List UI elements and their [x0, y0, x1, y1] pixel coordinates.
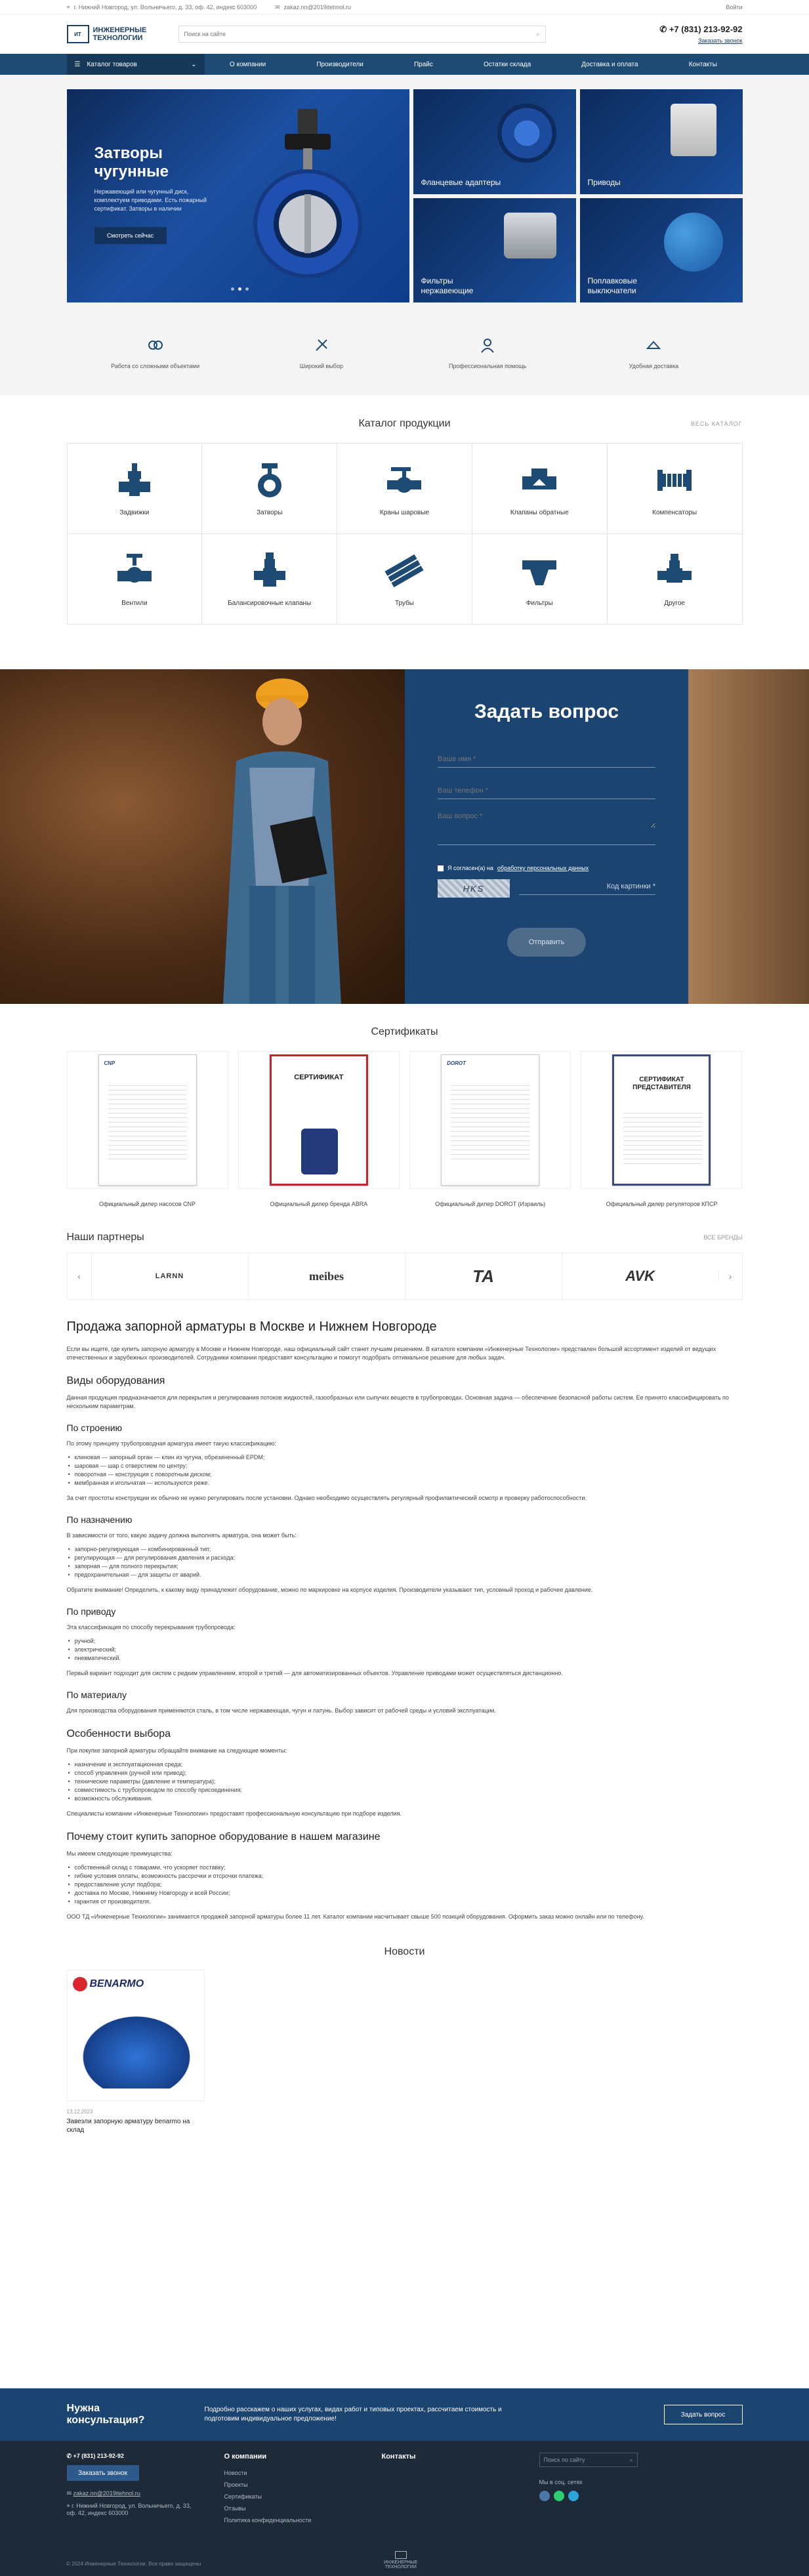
catalog-menu-button[interactable] [67, 54, 205, 75]
hero-slide[interactable] [67, 89, 409, 302]
news-date: 13.12.2023 [66, 2109, 93, 2115]
seo-paragraph: Первый вариант подходит для систем с редким управлением, второй и третий — для автоматизированных объектов. Управление приводами может осуществляться дистанционно. [66, 1670, 563, 1676]
certificate-card[interactable] [581, 1051, 742, 1208]
seo-paragraph: Специалисты компании «Инженерные Технологии» предоставят профессиональную консультацию при подборе изделия. [66, 1810, 402, 1817]
footer-link[interactable]: Политика конфиденциальности [224, 2517, 312, 2524]
catalog-menu-label: Каталог товаров [87, 60, 137, 68]
hero-area [0, 75, 809, 396]
partner-logo[interactable]: LARNN [91, 1253, 248, 1300]
list-item: • пневматический. [67, 1654, 743, 1663]
seo-paragraph: В зависимости от того, какую задачу должна выполнять арматура, она может быть: [66, 1532, 297, 1539]
tile-flange-adapters[interactable] [413, 89, 576, 194]
list-item: • поворотная — конструкция с поворотным диском; [67, 1470, 743, 1479]
catalog-item-globe-valves[interactable] [68, 534, 203, 625]
location-icon: ⌖ [66, 3, 70, 10]
ask-form [405, 669, 688, 1004]
phone-block [659, 24, 742, 45]
seo-subheading: Почему стоит купить запорное оборудование в нашем магазине [66, 1831, 381, 1842]
search-icon[interactable]: ⌕ [536, 30, 540, 37]
footer-col-title: О компании [224, 2453, 267, 2461]
consult-title: Нужна консультация? [66, 2403, 145, 2426]
captcha-input[interactable]: Код картинки * [519, 883, 655, 895]
certificate-caption: Официальный дилер насосов CNP [98, 1201, 196, 1207]
filter-icon [520, 551, 559, 591]
balancing-valve-icon [250, 551, 289, 591]
certificate-image [612, 1054, 711, 1186]
topbar [0, 0, 809, 14]
footer-phone[interactable]: +7 (831) 213-92-92 [73, 2453, 124, 2459]
catalog-item-label: Фильтры [526, 600, 553, 607]
consent-link[interactable]: обработку персональных данных [497, 865, 589, 871]
list-item: • шаровая — шар с отверстием по центру; [67, 1462, 743, 1470]
copyright: © 2024 Инженерные Технологии. Все права защищены [66, 2561, 201, 2567]
slider-dots[interactable] [231, 287, 249, 291]
nav-item-stock[interactable]: Остатки склада [484, 60, 531, 68]
certificate-card[interactable] [409, 1051, 571, 1208]
whatsapp-icon[interactable] [554, 2491, 564, 2501]
phone-icon: ✆ [659, 24, 669, 34]
tools-icon [312, 335, 331, 355]
partner-logo[interactable]: meibes [248, 1253, 405, 1300]
phone-input[interactable] [438, 787, 655, 795]
list-item: • гибкие условия оплаты, возможность рассрочки и отсрочки платежа; [67, 1872, 743, 1880]
certificate-image [441, 1054, 539, 1186]
footer-col-title: Контакты [381, 2453, 416, 2461]
logo-mark [395, 2551, 407, 2559]
catalog-item-gate-valves[interactable] [68, 444, 203, 534]
certificate-image [98, 1054, 197, 1186]
seo-subheading: По приводу [66, 1606, 116, 1617]
cert-head: DOROT [447, 1060, 467, 1066]
partners-title: Наши партнеры [66, 1232, 144, 1243]
seo-paragraph: За счет простоты конструкции их обычно не нужно регулировать после установки. Однако необходимо осуществлять регулярный профилактический осмотр и проверку работоспособности. [66, 1495, 587, 1501]
mail-icon: ✉ [275, 3, 280, 10]
consult-button[interactable]: Задать вопрос [664, 2405, 743, 2424]
footer-address: г. Нижний Новгород, ул. Вольничьего, д. 33, оф. 42, индекс 603000 [66, 2503, 192, 2516]
seo-subheading: Виды оборудования [66, 1375, 165, 1386]
site-logo[interactable] [67, 25, 172, 43]
captcha-image: HKS [438, 879, 510, 898]
feature-item [442, 335, 533, 369]
menu-icon: ☰ [74, 60, 81, 68]
consent-prefix: Я согласен(а) на [447, 865, 493, 871]
phone-field [438, 774, 655, 799]
catalog-item-balancing-valves[interactable] [202, 534, 337, 625]
all-brands-link[interactable]: ВСЕ БРЕНДЫ [703, 1234, 743, 1241]
feature-label: Профессиональная помощь [448, 363, 527, 369]
certificate-card[interactable] [238, 1051, 400, 1208]
catalog-title: Каталог продукции [358, 418, 451, 429]
hero-text: Нержавеющий или чугунный диск, комплектуем приводами. Есть пожарный сертификат. Затворы в наличии [94, 188, 207, 212]
chevron-right-icon[interactable]: › [718, 1271, 742, 1281]
list-item: • запорно-регулирующая — комбинированный тип; [67, 1545, 743, 1554]
footer-email[interactable]: zakaz.nn@2019itehnol.ru [73, 2490, 140, 2497]
list-item: • гарантия от производителя. [67, 1898, 743, 1906]
butterfly-valve-icon [250, 461, 289, 500]
list-item: • мембранная и игольчатая — используются реже. [67, 1479, 743, 1487]
logo-line2: ТЕХНОЛОГИИ [93, 34, 143, 42]
news-title: Новости [384, 1946, 425, 1957]
vk-icon[interactable] [539, 2491, 550, 2501]
cert-head: CNP [104, 1060, 115, 1066]
check-valve-icon [520, 461, 559, 500]
worker-icon [478, 335, 497, 355]
catalog-item-filters[interactable] [472, 534, 608, 625]
question-field [438, 806, 655, 845]
catalog-item-label: Другое [664, 600, 685, 607]
partners-carousel [67, 1253, 743, 1300]
actuator-image [671, 104, 716, 156]
list-item: • предохранительная — для защиты от аварий. [67, 1571, 743, 1579]
footer-logo[interactable] [384, 2551, 418, 2569]
footer-brand: ИНЖЕНЕРНЫЕ [384, 2560, 418, 2565]
seo-list [67, 1760, 743, 1803]
catalog-item-label: Трубы [394, 600, 414, 607]
partner-logo[interactable]: TA [405, 1253, 562, 1300]
tile-float-switches[interactable] [580, 198, 743, 303]
seo-subheading: По назначению [66, 1514, 133, 1525]
feature-label: Удобная доставка [629, 363, 679, 369]
list-item: • регулирующая — для регулирования давления и расхода; [67, 1554, 743, 1562]
seo-list [67, 1863, 743, 1906]
other-valve-icon [655, 551, 694, 591]
cert-head: СЕРТИФИКАТ [294, 1073, 344, 1081]
login-link[interactable]: Войти [726, 4, 743, 10]
worker-photo [0, 669, 405, 1004]
cert-head: СЕРТИФИКАТ ПРЕДСТАВИТЕЛЯ [633, 1076, 691, 1091]
name-field [438, 743, 655, 768]
socials-label: Мы в соц. сетях [539, 2479, 583, 2485]
catalog-item-label: Задвижки [119, 509, 150, 516]
location-icon: ⌖ [66, 2503, 72, 2509]
logo-line1: ИНЖЕНЕРНЫЕ [93, 26, 147, 34]
partner-logo[interactable]: AVK [562, 1253, 718, 1300]
nav-item-delivery[interactable]: Доставка и оплата [581, 60, 638, 68]
catalog-item-label: Балансировочные клапаны [228, 600, 312, 607]
seo-subheading: По материалу [66, 1690, 127, 1700]
tile-stainless-filters[interactable] [413, 198, 576, 303]
feature-item [608, 335, 699, 369]
list-item: • совместимость с трубопроводом по способу присоединения; [67, 1786, 743, 1795]
certificates-section [67, 1004, 743, 2134]
list-item: • способ управления (ручной или привод); [67, 1769, 743, 1777]
news-brand: BENARMO [89, 1978, 144, 1989]
delivery-icon [644, 335, 663, 355]
consult-text: Подробно расскажем о наших услугах, видах работ и типовых проектах, рассчитаем стоимость и подготовим индивидуальное предложение! [204, 2406, 502, 2422]
catalog-item-label: Вентили [121, 600, 148, 607]
seo-paragraph: Если вы ищете, где купить запорную арматуру в Москве и Нижнем Новгороде, наш официальный сайт станет лучшим решением. В каталоге компании «Инженерные Технологии» представлен большой ассортимент изделий от ведущих отечественных и зарубежных производителей. Сотрудники компании предоставят консультацию и помогут подобрать оптимальное решение для любых задач. [66, 1346, 716, 1361]
catalog-item-compensators[interactable] [608, 444, 743, 534]
catalog-item-label: Краны шаровые [379, 509, 430, 516]
certificate-image [270, 1054, 368, 1186]
float-switch-image [664, 213, 723, 272]
phone-icon: ✆ [66, 2453, 73, 2459]
list-item: • ручной; [67, 1637, 743, 1646]
footer [0, 2441, 809, 2576]
callback-link[interactable]: Заказать звонок [698, 37, 743, 44]
tile-actuators[interactable] [580, 89, 743, 194]
feature-label: Работа со сложными объектами [111, 363, 200, 369]
footer-brand: ТЕХНОЛОГИИ [384, 2565, 417, 2569]
ask-question-section [0, 669, 809, 1004]
news-card[interactable] [67, 1970, 205, 2134]
feature-item [276, 335, 367, 369]
tile-label: Поплавковые выключатели [587, 276, 638, 295]
certificate-card[interactable] [67, 1051, 228, 1208]
seo-paragraph: По этому принципу трубопроводная арматура имеет такую классификацию: [66, 1440, 276, 1447]
news-image [67, 1970, 205, 2101]
seo-subheading: По строению [66, 1423, 123, 1433]
mail-icon: ✉ [66, 2490, 73, 2497]
chevron-left-icon[interactable]: ‹ [77, 1271, 81, 1281]
name-input[interactable] [438, 755, 655, 763]
list-item: • возможность обслуживания. [67, 1795, 743, 1803]
catalog-item-pipes[interactable] [337, 534, 472, 625]
footer-link[interactable]: Новости [224, 2470, 247, 2476]
hero-title: Затворы чугунные [94, 144, 169, 180]
compensator-icon [655, 461, 694, 500]
topbar-address: г. Нижний Новгород, ул. Вольничьего, д. 33, оф. 42, индекс 603000 [73, 4, 257, 10]
footer-link[interactable]: Отзывы [224, 2505, 246, 2512]
certs-title: Сертификаты [371, 1026, 438, 1037]
list-item: • электрический; [67, 1646, 743, 1654]
search-icon[interactable]: ⌕ [629, 2456, 633, 2463]
list-item: • собственный склад с товарами, что ускоряет поставку; [67, 1863, 743, 1872]
search-box [178, 26, 546, 43]
certificate-caption: Официальный дилер бренда ABRA [270, 1201, 368, 1207]
nav-item-price[interactable]: Прайс [413, 60, 433, 68]
ask-title: Задать вопрос [474, 701, 619, 722]
seo-text [67, 1319, 743, 1921]
list-item: • запорная — для полного перекрытия; [67, 1562, 743, 1571]
list-item: • клиновая — запорный орган — клин из чугуна, обрезиненный EPDM; [67, 1453, 743, 1462]
ball-valve-icon [384, 461, 424, 500]
globe-valve-icon [115, 551, 154, 591]
catalog-section [67, 396, 743, 625]
main-nav [0, 54, 809, 75]
gate-valve-icon [115, 461, 154, 500]
seo-paragraph: Мы имеем следующие преимущества: [66, 1850, 173, 1857]
seo-paragraph: Обратите внимание! Определить, к какому виду принадлежит оборудование, можно по маркировке на корпусе изделия. Производители указывают тип, условный проход и рабочее давление. [66, 1587, 593, 1593]
certificate-caption: Официальный дилер регуляторов КПСР [606, 1201, 718, 1207]
consent-checkbox[interactable] [438, 865, 444, 871]
feature-item [110, 335, 201, 369]
footer-link[interactable]: Проекты [224, 2482, 248, 2488]
list-item: • предоставление услуг подбора; [67, 1880, 743, 1889]
catalog-item-ball-valves[interactable] [337, 444, 472, 534]
filter-image [504, 213, 556, 259]
seo-list [67, 1637, 743, 1663]
nav-item-about[interactable]: О компании [230, 60, 266, 68]
chevron-down-icon: ⌄ [191, 60, 197, 68]
consent-row [438, 865, 655, 871]
news-headline[interactable]: Завезли запорную арматуру benarmo на склад [66, 2118, 190, 2134]
features-row [0, 302, 809, 396]
seo-subheading: Особенности выбора [66, 1728, 171, 1739]
hero-button[interactable]: Смотреть сейчас [94, 227, 167, 244]
seo-paragraph: При покупке запорной арматуры обращайте внимание на следующие моменты: [66, 1747, 287, 1754]
certificate-caption: Официальный дилер DOROT (Израиль) [435, 1201, 546, 1207]
seo-paragraph: Эта классификация по способу перекрывания трубопровода: [66, 1624, 236, 1631]
chain-icon [146, 335, 165, 355]
nav-item-manufacturers[interactable]: Производители [316, 60, 363, 68]
footer-search-placeholder: Поиск по сайту [543, 2457, 585, 2463]
pipes-icon [384, 551, 424, 591]
footer-link[interactable]: Сертификаты [224, 2493, 262, 2500]
background-edge [688, 669, 809, 1004]
tile-label: Приводы [587, 177, 621, 187]
seo-paragraph: ООО ТД «Инженерные Технологии» занимается продажей запорной арматуры более 11 лет. Каталог компании насчитывает свыше 500 позиций оборудования. Оформить заказ можно онлайн или по телефону. [66, 1913, 644, 1920]
feature-label: Широкий выбор [299, 363, 343, 369]
catalog-item-label: Затворы [256, 509, 283, 516]
flange-adapter-image [497, 104, 556, 163]
catalog-item-label: Клапаны обратные [510, 509, 569, 516]
footer-search-input[interactable] [539, 2453, 638, 2467]
seo-heading: Продажа запорной арматуры в Москве и Нижнем Новгороде [66, 1319, 437, 1334]
logo-mark: ИТ [67, 25, 89, 43]
benarmo-logo-icon [73, 1977, 87, 1991]
seo-list [67, 1545, 743, 1579]
butterfly-valve-image [245, 109, 370, 286]
send-button[interactable]: Отправить [507, 928, 586, 957]
worker-illustration [0, 669, 405, 1004]
header [0, 14, 809, 54]
catalog-item-other[interactable] [608, 534, 743, 625]
catalog-item-butterfly-valves[interactable] [202, 444, 337, 534]
all-catalog-link[interactable]: ВЕСЬ КАТАЛОГ [690, 421, 743, 427]
list-item: • доставка по Москве, Нижнему Новгороду и всей России; [67, 1889, 743, 1898]
consultation-banner [0, 2388, 809, 2441]
catalog-item-label: Компенсаторы [652, 509, 697, 516]
seo-list [67, 1453, 743, 1487]
header-phone[interactable]: +7 (831) 213-92-92 [669, 24, 743, 34]
seo-paragraph: Данная продукция предназначается для перекрытия и регулирования потоков жидкостей, газообразных или сыпучих веществ в трубопроводах. Основная задача — обеспечение безопасной работы систем. Ее принято классифицировать по нескольким параметрам. [66, 1394, 729, 1409]
nav-item-contacts[interactable]: Контакты [688, 60, 717, 68]
tile-label: Фильтры нержавеющие [421, 276, 474, 295]
tile-label: Фланцевые адаптеры [421, 177, 501, 187]
topbar-email[interactable]: zakaz.nn@2019itehnol.ru [283, 4, 351, 10]
search-input[interactable] [184, 30, 540, 37]
list-item: • технические параметры (давление и температура); [67, 1777, 743, 1786]
telegram-icon[interactable] [568, 2491, 579, 2501]
footer-callback-button[interactable]: Заказать звонок [67, 2465, 139, 2481]
catalog-item-check-valves[interactable] [472, 444, 608, 534]
list-item: • назначение и эксплуатационная среда; [67, 1760, 743, 1769]
question-input[interactable] [438, 812, 655, 828]
seo-paragraph: Для производства оборудования применяются сталь, в том числе нержавеющая, чугун и латунь. Выбор зависит от рабочей среды и условий эксплуатации. [66, 1707, 497, 1714]
